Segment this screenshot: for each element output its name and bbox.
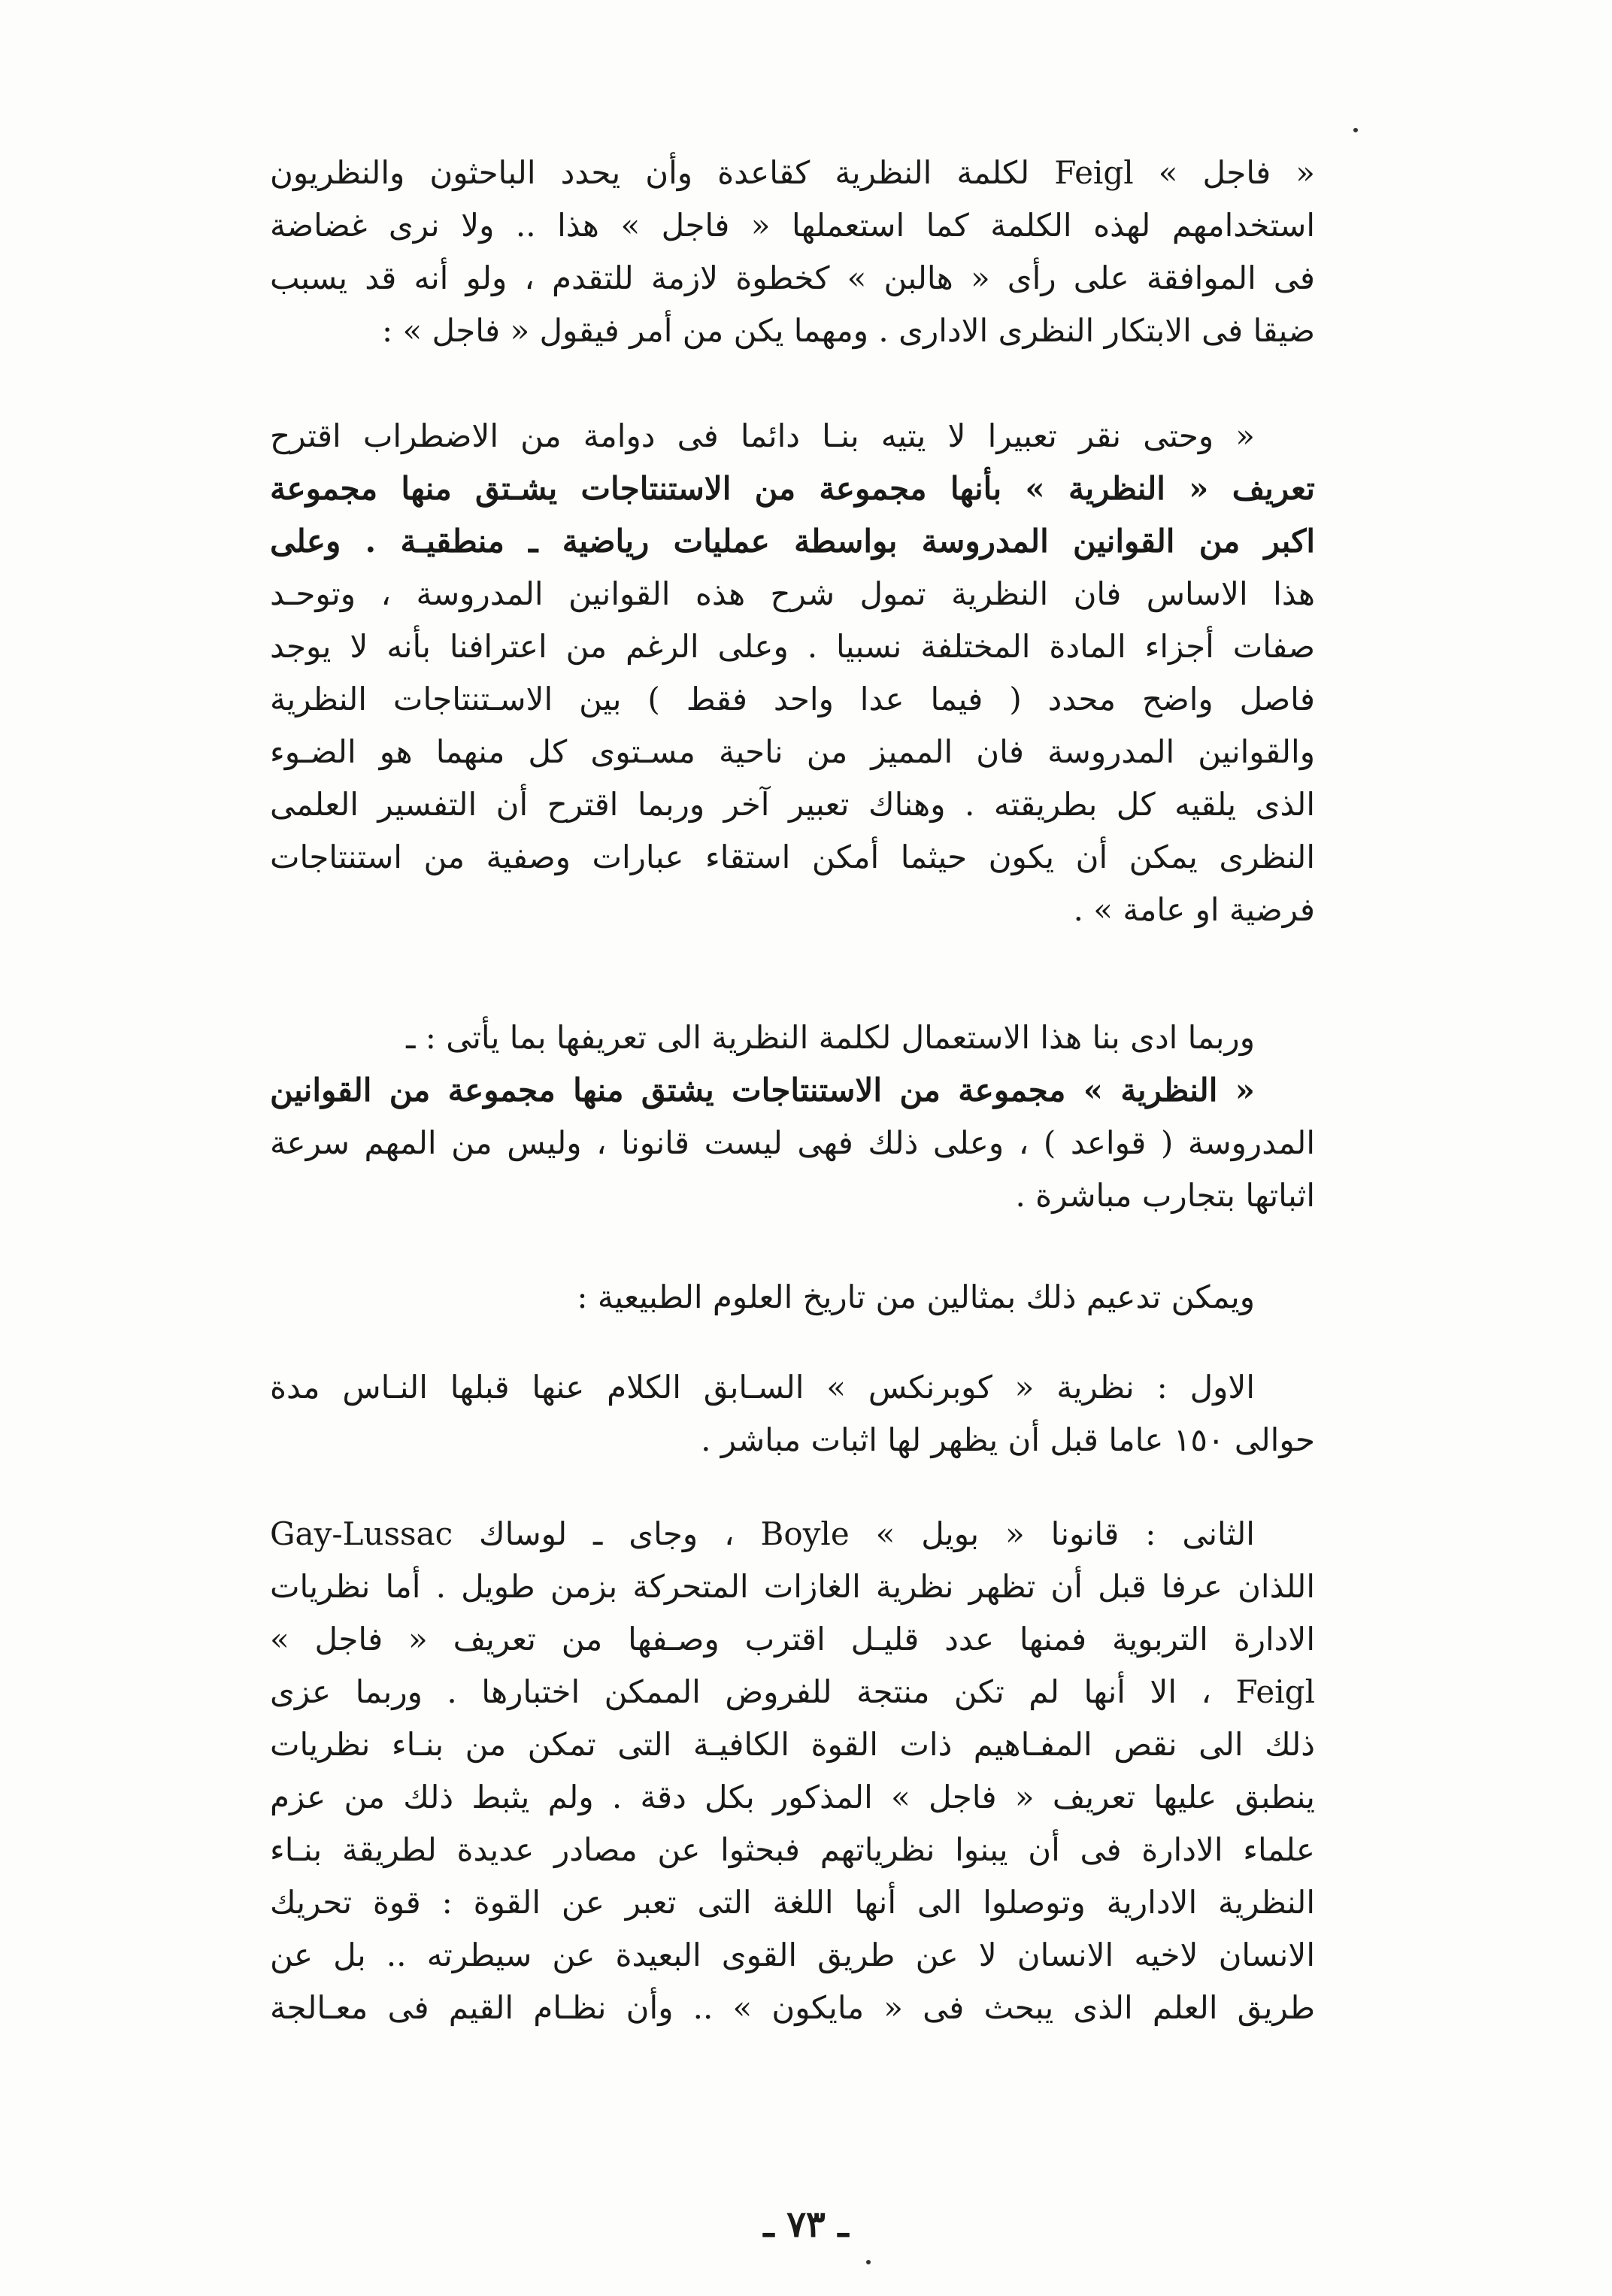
text-line: اللذان عرفا قبل أن تظهر نظرية الغازات المتحركة بزمن طويل . أما نظريات	[270, 1568, 1315, 1605]
text-line: والقوانين المدروسة فان المميز من ناحية مسـتوى كل منهما هو الضـوء	[270, 733, 1315, 770]
text-line-bold: اكبر من القوانين المدروسة بواسطة عمليات رياضية ـ منطقيـة . وعلى	[270, 523, 1315, 560]
text-line: « وحتى نقر تعبيرا لا يتيه بنـا دائما فى دوامة من الاضطراب اقترح	[270, 417, 1255, 454]
text-line: الاول : نظرية « كوبرنكس » السـابق الكلام عنها قبلها النـاس مدة	[270, 1369, 1255, 1406]
text-line: حوالى ١٥٠ عاما قبل أن يظهر لها اثبات مباشر .	[701, 1421, 1315, 1458]
text-line: ضيقا فى الابتكار النظرى الادارى . ومهما يكن من أمر فيقول « فاجل » :	[381, 312, 1315, 349]
text-line: الذى يلقيه كل بطريقته . وهناك تعبير آخر وربما اقترح أن التفسير العلمى	[270, 786, 1315, 823]
text-line: استخدامهم لهذه الكلمة كما استعملها « فاجل » هذا .. ولا نرى غضاضة	[270, 207, 1315, 244]
paragraph-1	[270, 147, 1315, 357]
text-line: فرضية او عامة » .	[1073, 891, 1315, 928]
paragraph-4	[270, 1271, 1315, 1324]
text-line: الادارة التربوية فمنها عدد قليـل اقترب وصـفها من تعريف « فاجل »	[270, 1621, 1315, 1658]
paragraph-2-quotation	[270, 410, 1315, 936]
text-line: طريق العلم الذى يبحث فى « مايكون » .. وأن نظـام القيم فى معـالجة	[270, 1989, 1315, 2026]
paragraph-6-second-example	[270, 1508, 1315, 2034]
paragraph-5-first-example	[270, 1361, 1315, 1466]
text-line: فاصل واضح محدد ( فيما عدا واحد فقط ) بين الاسـتنتاجات النظرية	[270, 681, 1315, 717]
text-line: ذلك الى نقص المفـاهيم ذات القوة الكافيـة التى تمكن من بنـاء نظريات	[270, 1726, 1315, 1763]
scan-speck	[866, 2260, 871, 2264]
text-line: وربما ادى بنا هذا الاستعمال لكلمة النظرية الى تعريفها بما يأتى : ـ	[406, 1019, 1255, 1056]
text-line-bold: تعريف « النظرية » بأنها مجموعة من الاستنتاجات يشـتق منها مجموعة	[270, 470, 1315, 507]
text-line: اثباتها بتجارب مباشرة .	[1015, 1177, 1315, 1214]
text-line: ويمكن تدعيم ذلك بمثالين من تاريخ العلوم الطبيعية :	[577, 1278, 1255, 1315]
paragraph-3-definition	[270, 1012, 1315, 1222]
text-line: صفات أجزاء المادة المختلفة نسبيا . وعلى الرغم من اعترافنا بأنه لا يوجد	[270, 628, 1315, 665]
text-line: فى الموافقة على رأى « هالبن » كخطوة لازمة للتقدم ، ولو أنه قد يسبب	[270, 259, 1315, 296]
text-line: النظرية الادارية وتوصلوا الى أنها اللغة التى تعبر عن القوة : قوة تحريك	[270, 1884, 1315, 1921]
text-line: ينطبق عليها تعريف « فاجل » المذكور بكل دقة . ولم يثبط ذلك من عزم	[270, 1779, 1315, 1815]
text-line: هذا الاساس فان النظرية تمول شرح هذه القوانين المدروسة ، وتوحـد	[270, 575, 1315, 612]
text-line: الثانى : قانونا « بويل » Boyle ، وجاى ـ لوساك Gay-Lussac	[270, 1515, 1255, 1552]
scan-speck	[1353, 128, 1358, 132]
text-line: علماء الادارة فى أن يبنوا نظرياتهم فبحثوا عن مصادر عديدة لطريقة بنـاء	[270, 1831, 1315, 1868]
text-line: « فاجل » Feigl لكلمة النظرية كقاعدة وأن يحدد الباحثون والنظريون	[270, 154, 1315, 191]
text-line: المدروسة ( قواعد ) ، وعلى ذلك فهى ليست قانونا ، وليس من المهم سرعة	[270, 1124, 1315, 1161]
text-line: النظرى يمكن أن يكون حيثما أمكن استقاء عبارات وصفية من استنتاجات	[270, 839, 1315, 875]
text-line: Feigl ، الا أنها لم تكن منتجة للفروض الممكن اختبارها . وربما عزى	[270, 1673, 1315, 1710]
page-number: ـ ٧٣ ـ	[763, 2203, 849, 2246]
text-line: الانسان لاخيه الانسان لا عن طريق القوى البعيدة عن سيطرته .. بل عن	[270, 1937, 1315, 1973]
text-line-bold: « النظرية » مجموعة من الاستنتاجات يشتق منها مجموعة من القوانين	[270, 1072, 1255, 1109]
